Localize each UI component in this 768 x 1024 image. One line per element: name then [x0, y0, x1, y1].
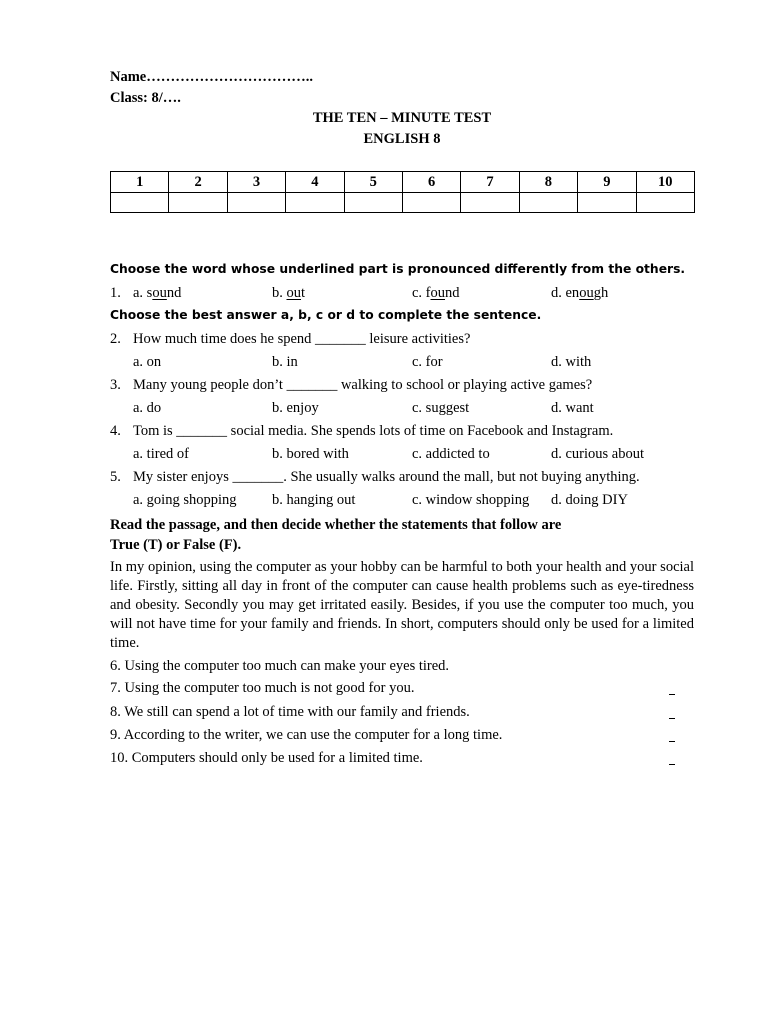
answer-cell[interactable]	[578, 193, 636, 213]
answer-cell[interactable]	[519, 193, 577, 213]
statement-9: 9. According to the writer, we can use the computer for a long time.	[110, 727, 503, 743]
answer-col-header: 3	[227, 172, 285, 193]
option-text: d. en	[551, 285, 580, 301]
q4-option-d[interactable]: d. curious about	[551, 446, 645, 462]
answer-col-header: 9	[578, 172, 636, 193]
underlined-part: ou	[152, 285, 167, 301]
statement-8: 8. We still can spend a lot of time with our family and friends.	[110, 704, 470, 720]
option-text: nd	[445, 285, 460, 301]
q4-option-b[interactable]: b. bored with	[272, 446, 349, 462]
option-text: b.	[272, 285, 287, 301]
answer-blank[interactable]	[669, 718, 675, 719]
q1-option-c[interactable]	[412, 285, 460, 302]
answer-cell[interactable]	[111, 193, 169, 213]
question-text: How much time does he spend _______ leisure activities?	[133, 331, 471, 347]
answer-col-header: 7	[461, 172, 519, 193]
q5-option-b[interactable]: b. hanging out	[272, 492, 356, 508]
answer-cell[interactable]	[286, 193, 344, 213]
question-number: 4.	[110, 423, 121, 439]
statement-7: 7. Using the computer too much is not good for you.	[110, 680, 415, 696]
option-text: nd	[166, 285, 182, 301]
answer-cell[interactable]	[636, 193, 694, 213]
q4-option-c[interactable]: c. addicted to	[412, 446, 490, 462]
answer-table-row	[111, 193, 695, 213]
underlined-part: ou	[430, 285, 446, 301]
answer-table-header	[111, 172, 695, 193]
q5-option-c[interactable]: c. window shopping	[412, 492, 530, 508]
q1-option-a[interactable]	[133, 285, 181, 302]
statement-10: 10. Computers should only be used for a limited time.	[110, 750, 423, 766]
answer-cell[interactable]	[227, 193, 285, 213]
section3-instruction: Read the passage, and then decide whether the statements that follow are	[110, 517, 562, 533]
answer-col-header: 5	[344, 172, 402, 193]
question-number: 3.	[110, 377, 121, 393]
q3-option-c[interactable]: c. suggest	[412, 400, 470, 416]
answer-blank[interactable]	[669, 694, 675, 695]
answer-cell[interactable]	[402, 193, 460, 213]
answer-blank[interactable]	[669, 764, 675, 765]
underlined-part: ou	[286, 285, 301, 301]
answer-cell[interactable]	[169, 193, 227, 213]
option-text: c. f	[412, 285, 431, 301]
answer-col-header: 6	[402, 172, 460, 193]
q2-option-c[interactable]: c. for	[412, 354, 443, 370]
test-subtitle: ENGLISH 8	[363, 131, 441, 147]
question-number: 5.	[110, 469, 121, 485]
section2-instruction: Choose the best answer a, b, c or d to complete the sentence.	[110, 308, 542, 322]
question-number: 2.	[110, 331, 121, 347]
answer-col-header: 2	[169, 172, 227, 193]
q3-option-b[interactable]: b. enjoy	[272, 400, 319, 416]
q4-option-a[interactable]: a. tired of	[133, 446, 189, 462]
statement-6: 6. Using the computer too much can make your eyes tired.	[110, 658, 450, 674]
answer-col-header: 1	[111, 172, 169, 193]
q2-option-d[interactable]: d. with	[551, 354, 592, 370]
option-text: gh	[593, 285, 609, 301]
answer-table	[110, 171, 695, 213]
underlined-part: ou	[579, 285, 594, 301]
answer-col-header: 8	[519, 172, 577, 193]
question-number: 1.	[110, 285, 121, 301]
q3-option-d[interactable]: d. want	[551, 400, 594, 416]
question-text: Many young people don’t _______ walking to school or playing active games?	[133, 377, 593, 393]
option-text: t	[301, 285, 306, 301]
answer-col-header: 10	[636, 172, 694, 193]
answer-cell[interactable]	[461, 193, 519, 213]
question-text: My sister enjoys _______. She usually walks around the mall, but not buying anything.	[133, 469, 640, 485]
class-line: Class: 8/….	[110, 90, 181, 106]
q2-option-b[interactable]: b. in	[272, 354, 298, 370]
reading-passage: In my opinion, using the computer as your hobby can be harmful to both your health and your social life. Firstly, sitting all day in front of the computer can cause health problems such as eye-tiredness and obesity. Secondly you may get irritated easily. Besides, if you use the computer too much, you will not have time for your family and friends. In short, computers should only be used for a limited time.	[110, 559, 694, 651]
answer-blank[interactable]	[669, 741, 675, 742]
q3-option-a[interactable]: a. do	[133, 400, 162, 416]
q5-option-a[interactable]: a. going shopping	[133, 492, 237, 508]
answer-col-header: 4	[286, 172, 344, 193]
q1-option-d[interactable]	[551, 285, 608, 302]
section3-instruction-cont: True (T) or False (F).	[110, 537, 242, 553]
q1-option-b[interactable]	[272, 285, 305, 302]
q5-option-d[interactable]: d. doing DIY	[551, 492, 628, 508]
section1-instruction: Choose the word whose underlined part is pronounced differently from the others.	[110, 262, 686, 276]
option-text: a. s	[133, 285, 153, 301]
question-text: Tom is _______ social media. She spends lots of time on Facebook and Instagram.	[133, 423, 614, 439]
q2-option-a[interactable]: a. on	[133, 354, 162, 370]
answer-cell[interactable]	[344, 193, 402, 213]
name-line: Name……………………………..	[110, 69, 313, 85]
test-title: THE TEN – MINUTE TEST	[312, 110, 492, 126]
